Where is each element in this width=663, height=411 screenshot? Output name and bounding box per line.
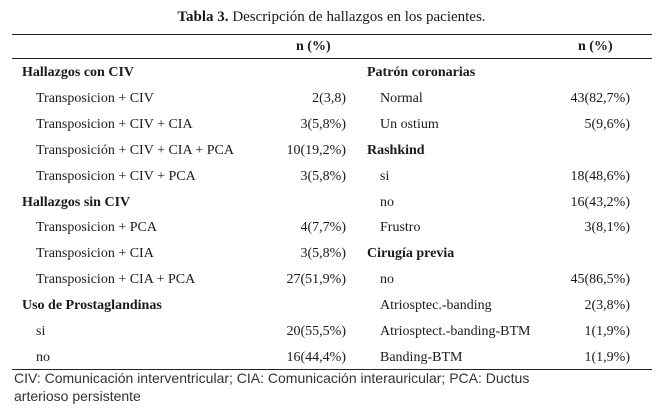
right-row-label: si (380, 169, 390, 184)
left-count-header: n (%) (296, 39, 331, 54)
right-row-value: 5(9,6%) (584, 117, 630, 132)
right-row-label: Atriosptec.-banding (380, 298, 492, 313)
left-row-value: 2(3,8) (312, 91, 346, 106)
left-row-label: Transposicion + PCA (36, 220, 157, 235)
right-row-value: 16(43,2%) (570, 195, 630, 210)
right-section-heading: Patrón coronarias (367, 65, 476, 80)
right-row-label: Normal (380, 91, 423, 106)
right-row-value: 3(8,1%) (584, 220, 630, 235)
left-row-label: Transposicion + CIV + PCA (36, 169, 196, 184)
left-row-value: 3(5,8%) (300, 169, 346, 184)
table-caption (0, 9, 663, 26)
left-section-heading: Hallazgos con CIV (22, 65, 134, 80)
right-row-label: Atriosptect.-banding-BTM (380, 324, 531, 339)
left-row-value: 20(55,5%) (286, 324, 346, 339)
right-section-heading: Rashkind (367, 143, 425, 158)
right-row-value: 43(82,7%) (570, 91, 630, 106)
caption-label: Tabla 3. (177, 9, 229, 25)
left-row-value: 3(5,8%) (300, 246, 346, 261)
left-row-value: 16(44,4%) (286, 350, 346, 365)
right-section-heading: Cirugía previa (367, 246, 455, 261)
left-row-label: Transposicion + CIV (36, 91, 154, 106)
left-row-label: Transposicion + CIV + CIA (36, 117, 193, 132)
left-row-label: Transposición + CIV + CIA + PCA (36, 143, 234, 158)
right-row-value: 18(48,6%) (570, 169, 630, 184)
caption-text: Descripción de hallazgos en los pacientes. (228, 9, 486, 25)
right-row-label: Banding-BTM (380, 350, 463, 365)
right-row-label: no (380, 272, 394, 287)
right-row-label: Frustro (380, 220, 421, 235)
left-row-value: 10(19,2%) (286, 143, 346, 158)
right-row-value: 45(86,5%) (570, 272, 630, 287)
left-row-label: no (36, 350, 50, 365)
right-row-label: Un ostium (380, 117, 439, 132)
left-row-label: Transposicion + CIA (36, 246, 154, 261)
left-row-label: si (36, 324, 46, 339)
right-row-label: no (380, 195, 394, 210)
left-row-value: 27(51,9%) (286, 272, 346, 287)
right-row-value: 2(3,8%) (584, 298, 630, 313)
left-row-value: 4(7,7%) (300, 220, 346, 235)
top-rule (12, 34, 652, 35)
left-section-heading: Uso de Prostaglandinas (22, 298, 162, 313)
left-row-value: 3(5,8%) (300, 117, 346, 132)
left-row-label: Transposicion + CIA + PCA (36, 272, 196, 287)
header-rule (12, 58, 652, 59)
right-row-value: 1(1,9%) (584, 350, 630, 365)
table-footnote: CIV: Comunicación interventricular; CIA: Comunicación interauricular; PCA: Ductus arterioso persistente (14, 370, 530, 404)
right-count-header: n (%) (578, 39, 613, 54)
left-section-heading: Hallazgos sin CIV (22, 195, 131, 210)
right-row-value: 1(1,9%) (584, 324, 630, 339)
